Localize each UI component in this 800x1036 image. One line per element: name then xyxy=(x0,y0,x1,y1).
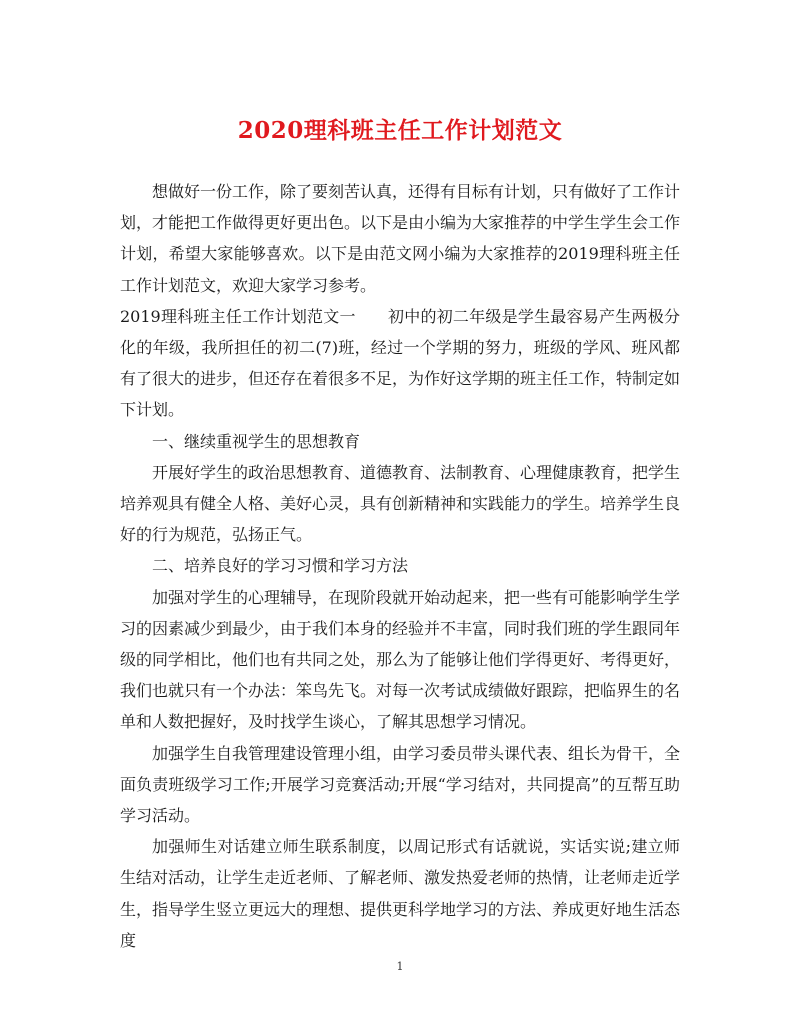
section-label: 2019理科班主任工作计划范文一 xyxy=(120,306,356,326)
paragraph-1: 开展好学生的政治思想教育、道德教育、法制教育、心理健康教育，把学生培养观具有健全人格、美好心灵，具有创新精神和实践能力的学生。培养学生良好的行为规范，弘扬正气。 xyxy=(120,462,681,545)
intro-paragraph: 想做好一份工作，除了要刻苦认真，还得有目标有计划，只有做好了工作计划，才能把工作做得更好更出色。以下是由小编为大家推荐的中学生学生会工作计划，希望大家能够喜欢。以下是由范文网小编为大家推荐的2019理科班主任工作计划范文，欢迎大家学习参考。 xyxy=(120,182,681,295)
section-paragraph xyxy=(120,301,680,426)
page-number: 1 xyxy=(396,960,404,973)
document-body xyxy=(120,176,680,956)
paragraph-2: 加强对学生的心理辅导，在现阶段就开始动起来，把一些有可能影响学生学习的因素减少到最少，由于我们本身的经验并不丰富，同时我们班的学生跟同年级的同学相比，他们也有共同之处，那么为了能够让他们学得更好、考得更好，我们也就只有一个办法：笨鸟先飞。对每一次考试成绩做好跟踪，把临界生的名单和人数把握好，及时找学生谈心，了解其思想学习情况。 xyxy=(120,587,681,732)
paragraph-3: 加强学生自我管理建设管理小组，由学习委员带头课代表、组长为骨干，全面负责班级学习工作;开展学习竞赛活动;开展“学习结对，共同提高”的互帮互助学习活动。 xyxy=(120,743,681,826)
section-heading-1: 一、继续重视学生的思想教育 xyxy=(152,431,361,451)
section-heading-2: 二、培养良好的学习习惯和学习方法 xyxy=(152,556,409,576)
document-title: 2020理科班主任工作计划范文 xyxy=(237,117,563,144)
section-text: 初中的初二年级是学生最容易产生两极分化的年级，我所担任的初二(7)班，经过一个学期的努力，班级的学风、班风都有了很大的进步，但还存在着很多不足，为作好这学期的班主任工作，特制定如下计划。 xyxy=(120,306,681,420)
paragraph-4: 加强师生对话建立师生联系制度，以周记形式有话就说，实话实说;建立师生结对活动，让学生走近老师、了解老师、激发热爱老师的热情，让老师走近学生，指导学生竖立更远大的理想、提供更科学地学习的方法、养成更好地生活态度 xyxy=(120,837,681,950)
